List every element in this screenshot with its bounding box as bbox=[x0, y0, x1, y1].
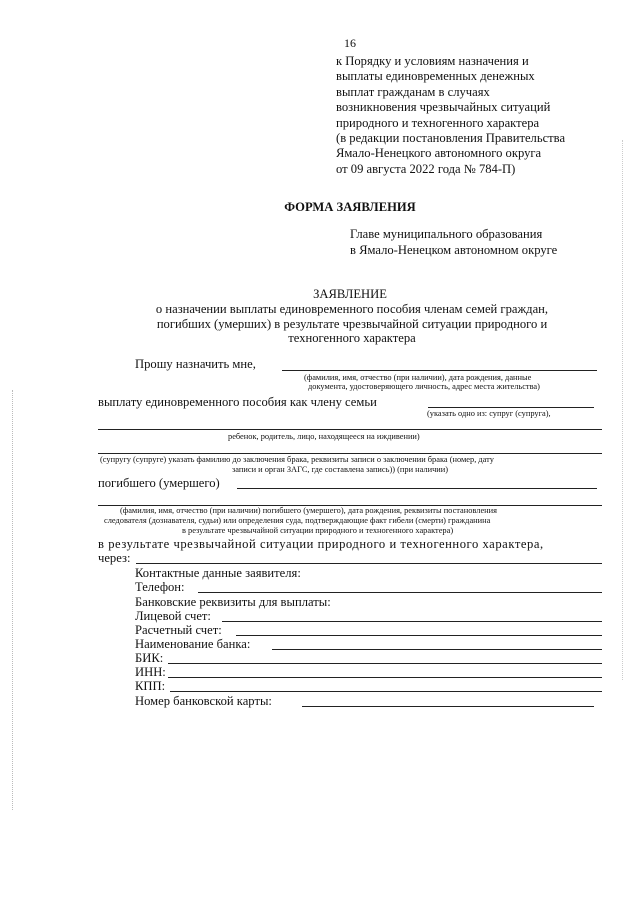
payment-hint: (указать одно из: супруг (супруга), bbox=[427, 409, 551, 418]
header-line: от 09 августа 2022 года № 784-П) bbox=[336, 161, 516, 176]
bank-name-field[interactable] bbox=[272, 649, 602, 650]
result-text: в результате чрезвычайной ситуации природного и техногенного характера, bbox=[98, 537, 544, 551]
account-label: Лицевой счет: bbox=[135, 609, 211, 623]
spouse-hint: записи и орган ЗАГС, где составлена запись)) (при наличии) bbox=[232, 465, 449, 474]
relation-hint: ребенок, родитель, лицо, находящееся на иждивении) bbox=[228, 432, 420, 441]
inn-field[interactable] bbox=[168, 677, 602, 678]
deceased-label: погибшего (умершего) bbox=[98, 476, 220, 490]
request-hint: документа, удостоверяющего личность, адрес места жительства) bbox=[308, 382, 540, 391]
phone-label: Телефон: bbox=[135, 580, 185, 594]
header-line: возникновения чрезвычайных ситуаций bbox=[336, 100, 551, 115]
header-line: выплат гражданам в случаях bbox=[336, 84, 490, 99]
payment-field[interactable] bbox=[428, 407, 594, 408]
settlement-field[interactable] bbox=[236, 635, 602, 636]
bank-heading: Банковские реквизиты для выплаты: bbox=[135, 595, 331, 609]
form-title: ФОРМА ЗАЯВЛЕНИЯ bbox=[284, 200, 416, 214]
deceased-field[interactable] bbox=[237, 488, 597, 489]
via-label: через: bbox=[98, 551, 131, 565]
relation-field[interactable] bbox=[98, 429, 602, 430]
scan-margin-dots-right bbox=[622, 140, 624, 680]
settlement-label: Расчетный счет: bbox=[135, 623, 222, 637]
bik-label: БИК: bbox=[135, 651, 164, 665]
page-number: 16 bbox=[344, 36, 356, 50]
contacts-heading: Контактные данные заявителя: bbox=[135, 566, 301, 580]
statement-title: ЗАЯВЛЕНИЕ bbox=[313, 287, 387, 301]
spouse-hint: (супругу (супруге) указать фамилию до заключения брака, реквизиты записи о заключении брака (номер, дату bbox=[100, 455, 494, 464]
header-line: выплаты единовременных денежных bbox=[336, 69, 535, 84]
deceased-hint: (фамилия, имя, отчество (при наличии) погибшего (умершего), дата рождения, реквизиты постановления bbox=[120, 506, 497, 515]
spouse-field[interactable] bbox=[98, 453, 602, 454]
kpp-field[interactable] bbox=[170, 691, 602, 692]
addressee-line: в Ямало-Ненецком автономном округе bbox=[350, 243, 558, 257]
phone-field[interactable] bbox=[198, 592, 602, 593]
card-field[interactable] bbox=[302, 706, 594, 707]
scan-margin-dots bbox=[12, 390, 14, 810]
statement-subtitle bbox=[95, 302, 609, 346]
statement-subtitle-line: о назначении выплаты единовременного пособия членам семей граждан, bbox=[155, 302, 549, 316]
via-field[interactable] bbox=[136, 563, 602, 564]
kpp-label: КПП: bbox=[135, 679, 166, 693]
inn-label: ИНН: bbox=[135, 665, 166, 679]
bank-name-label: Наименование банка: bbox=[135, 637, 251, 651]
account-field[interactable] bbox=[222, 621, 602, 622]
bik-field[interactable] bbox=[168, 663, 602, 664]
payment-label: выплату единовременного пособия как члену семьи bbox=[98, 395, 377, 409]
request-hint: (фамилия, имя, отчество (при наличии), дата рождения, данные bbox=[304, 373, 532, 382]
header-block bbox=[336, 54, 565, 177]
header-line: природного и техногенного характера bbox=[336, 115, 540, 130]
header-line: Ямало-Ненецкого автономного округа bbox=[336, 146, 542, 161]
request-label: Прошу назначить мне, bbox=[135, 357, 256, 371]
header-line: к Порядку и условиям назначения и bbox=[336, 54, 529, 68]
deceased-hint: в результате чрезвычайной ситуации природного и техногенного характера) bbox=[182, 526, 454, 535]
request-field[interactable] bbox=[282, 370, 597, 371]
card-label: Номер банковской карты: bbox=[135, 694, 272, 708]
addressee-line: Главе муниципального образования bbox=[350, 227, 543, 241]
header-line: (в редакции постановления Правительства bbox=[336, 131, 566, 146]
statement-subtitle-line: погибших (умерших) в результате чрезвычайной ситуации природного и bbox=[156, 316, 548, 331]
statement-subtitle-line: техногенного характера bbox=[288, 331, 416, 345]
deceased-hint: следователя (дознавателя, судьи) или определения суда, подтверждающие факт гибели (смерти) гражданина bbox=[104, 516, 491, 525]
addressee bbox=[350, 226, 557, 258]
